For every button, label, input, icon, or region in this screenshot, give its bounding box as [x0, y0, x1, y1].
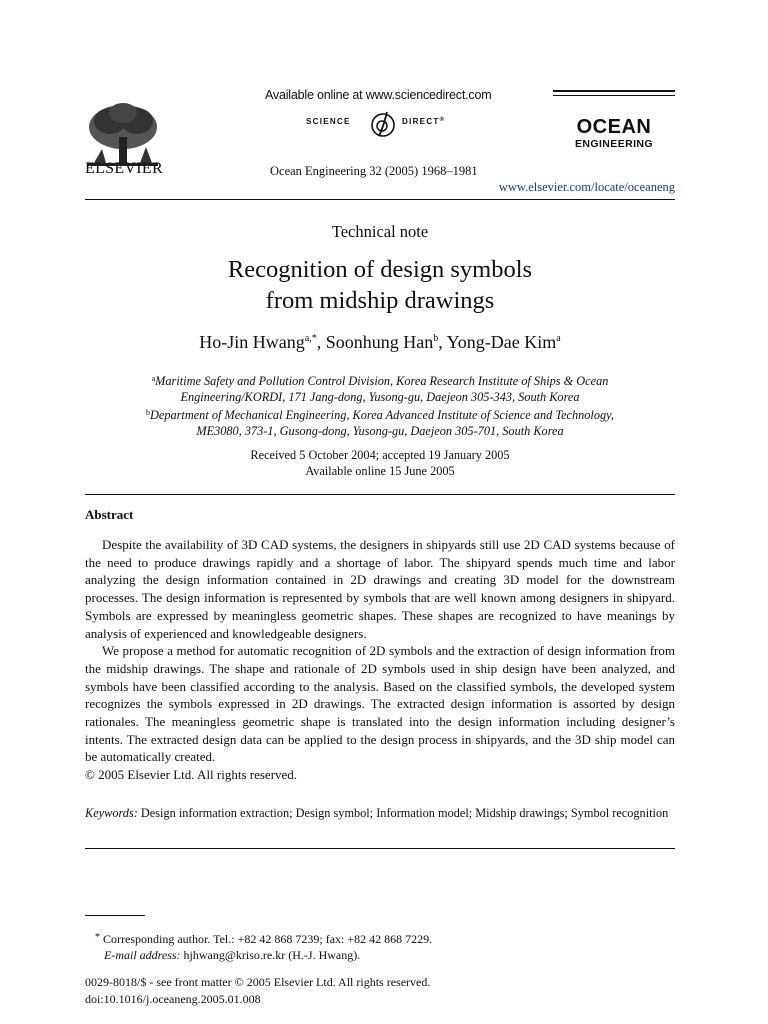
sciencedirect-logo — [306, 108, 458, 138]
email-line — [95, 947, 675, 963]
email-address[interactable]: hjhwang@kriso.re.kr (H.-J. Hwang). — [183, 948, 361, 962]
article-title — [85, 254, 675, 316]
sciencedirect-d-icon — [368, 108, 400, 138]
title-line-2: from midship drawings — [265, 287, 495, 314]
author-affiliation-mark: b — [433, 333, 439, 344]
online-date: Available online 15 June 2005 — [305, 464, 455, 478]
abstract-heading: Abstract — [85, 507, 134, 522]
issn-line: 0029-8018/$ - see front matter © 2005 Elsevier Ltd. All rights reserved. — [85, 975, 431, 989]
doi-line[interactable]: doi:10.1016/j.oceaneng.2005.01.008 — [85, 992, 261, 1006]
abstract-body — [85, 536, 675, 784]
footnote-rule — [85, 915, 145, 916]
article-type: Technical note — [331, 222, 429, 241]
article-dates — [85, 447, 675, 479]
journal-logo-title: OCEAN — [576, 116, 652, 138]
keywords — [85, 805, 675, 822]
abstract-paragraph: We propose a method for automatic recognition of 2D symbols and the extraction of design information from the midship drawings. The shape and rationale of 2D symbols used in ship design have been analyzed, and symbols have been classified according to the analysis. Based on the classified symbols, the developed system recognizes the symbols expressed in 2D drawings. The extracted design information is assorted by design rationales. The meaningless geometric shape is translated into the design information including designer’s intents. The extracted design data can be applied to the design process in shipyards, and the 3D ship model can be automatically created. — [85, 643, 675, 765]
front-matter-info — [85, 974, 675, 1008]
journal-logo-rule — [553, 90, 675, 92]
author-name[interactable]: Ho-Jin Hwang — [199, 332, 305, 352]
footnote-star: * — [95, 932, 100, 943]
journal-logo-subtitle: ENGINEERING — [575, 138, 653, 150]
available-online-link[interactable]: Available online at www.sciencedirect.com — [265, 88, 492, 102]
sd-logo-right: DIRECT® — [402, 117, 446, 126]
sd-logo-left: SCIENCE — [306, 117, 351, 126]
affiliations — [85, 371, 675, 439]
journal-citation: Ocean Engineering 32 (2005) 1968–1981 — [270, 164, 478, 178]
affiliation-line: Engineering/KORDI, 171 Jang-dong, Yusong-gu, Daejeon 305-343, South Korea — [180, 390, 580, 404]
footnote — [95, 930, 675, 963]
author-affiliation-mark: a — [556, 333, 561, 344]
abstract-paragraph: Despite the availability of 3D CAD systems, the designers in shipyards still use 2D CAD systems because of the need to produce drawings rapidly and a shortage of labor. The shipyard spends much time and labor analyzing the design information contained in 2D drawings and creating 3D model for the downstream processes. The design information is represented by symbols that are well known among designers in shipyard. Symbols are expressed by meaningless geometric shapes. These shapes are recognized to have meanings by analysis of experienced and knowledgeable designers. — [85, 537, 675, 641]
header-divider — [85, 199, 675, 200]
keywords-text: Design information extraction; Design symbol; Information model; Midship drawings; Symbol recognition — [140, 806, 669, 820]
abstract-divider-bottom — [85, 848, 675, 849]
received-date: Received 5 October 2004; accepted 19 January 2005 — [250, 448, 510, 462]
author-name[interactable]: Soonhung Han — [325, 332, 434, 352]
keywords-label: Keywords: — [85, 806, 138, 820]
journal-logo-rule-thin — [553, 95, 675, 96]
title-line-1: Recognition of design symbols — [227, 256, 533, 283]
corresponding-author-note: * Corresponding author. Tel.: +82 42 868 7239; fax: +82 42 868 7229. — [95, 932, 433, 946]
affiliation-line: ME3080, 373-1, Gusong-dong, Yusong-gu, Daejeon 305-701, South Korea — [196, 424, 564, 438]
publisher-name: ELSEVIER — [85, 160, 163, 177]
author-separator: , — [438, 332, 447, 352]
abstract-copyright: © 2005 Elsevier Ltd. All rights reserved. — [85, 767, 298, 783]
author-list — [85, 332, 675, 353]
author-affiliation-mark: a,* — [304, 333, 317, 344]
affiliation-line: $^a$Maritime Safety and Pollution Control Division, Korea Research Institute of Ships & Ocean — [151, 374, 609, 388]
author-name[interactable]: Yong-Dae Kim — [446, 332, 557, 352]
email-label: E-mail address: — [104, 948, 181, 962]
journal-url-link[interactable]: www.elsevier.com/locate/oceaneng — [498, 180, 675, 194]
author-separator: , — [316, 332, 326, 352]
affiliation-line: $^b$Department of Mechanical Engineering, Korea Advanced Institute of Science and Technology, — [146, 408, 614, 422]
abstract-divider-top — [85, 494, 675, 495]
